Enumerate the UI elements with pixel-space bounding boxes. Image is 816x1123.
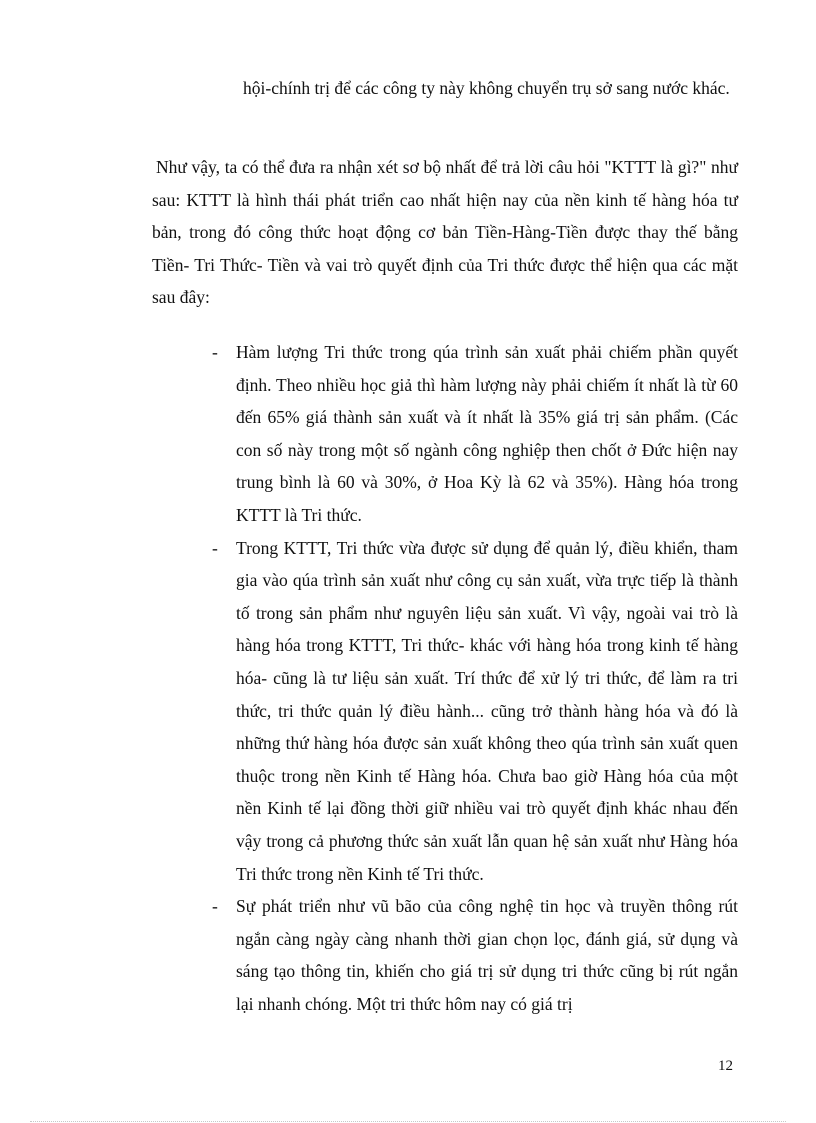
list-item-text: Sự phát triển như vũ bão của công nghệ tin học và truyền thông rút ngắn càng ngày càng nhanh thời gian chọn lọc, đánh giá, sử dụng và sáng tạo thông tin, khiến cho giá trị sử dụng tri thức cũng bị rút ngắn lại nhanh chóng. Một tri thức hôm nay có giá trị [236, 896, 738, 1014]
list-item [212, 532, 738, 891]
list-item-text: Hàm lượng Tri thức trong qúa trình sản xuất phải chiếm phần quyết định. Theo nhiều học giả thì hàm lượng này phải chiếm ít nhất là từ 60 đến 65% giá thành sản xuất và ít nhất là 35% giá trị sản phẩm. (Các con số này trong một số ngành công nghiệp then chốt ở Đức hiện nay trung bình là 60 và 30%, ở Hoa Kỳ là 62 và 35%). Hàng hóa trong KTTT là Tri thức. [236, 342, 738, 525]
bullet-dash: - [212, 342, 218, 362]
list-item [212, 890, 738, 1020]
bullet-list [212, 336, 738, 1020]
page-bottom-divider [30, 1121, 786, 1122]
continuation-text: hội-chính trị để các công ty này không chuyển trụ sở sang nước khác. [243, 78, 730, 98]
body-paragraph: Như vậy, ta có thể đưa ra nhận xét sơ bộ nhất để trả lời câu hỏi "KTTT là gì?" như sau: KTTT là hình thái phát triển cao nhất hiện nay của nền kinh tế hàng hóa tư bản, trong đó công thức hoạt động cơ bản Tiền-Hàng-Tiền được thay thế bằng Tiền- Tri Thức- Tiền và vai trò quyết định của Tri thức được thể hiện qua các mặt sau đây: [152, 157, 738, 307]
list-item-text: Trong KTTT, Tri thức vừa được sử dụng để quản lý, điều khiển, tham gia vào qúa trình sản xuất như công cụ sản xuất, vừa trực tiếp là thành tố trong sản phẩm như nguyên liệu sản xuất. Vì vậy, ngoài vai trò là hàng hóa trong KTTT, Tri thức- khác với hàng hóa trong kinh tế hàng hóa- cũng là tư liệu sản xuất. Trí thức để xử lý tri thức, để làm ra tri thức, tri thức quản lý điều hành... cũng trở thành hàng hóa và đó là những thứ hàng hóa được sản xuất không theo qúa trình sản xuất quen thuộc trong nền Kinh tế Hàng hóa. Chưa bao giờ Hàng hóa của một nền Kinh tế lại đồng thời giữ nhiều vai trò quyết định khác nhau đến vậy trong cả phương thức sản xuất lẫn quan hệ sản xuất như Hàng hóa Tri thức trong nền Kinh tế Tri thức. [236, 537, 738, 884]
page-number: 12 [718, 1058, 733, 1074]
bullet-dash: - [212, 537, 218, 558]
list-item [212, 336, 738, 532]
bullet-dash: - [212, 896, 218, 917]
